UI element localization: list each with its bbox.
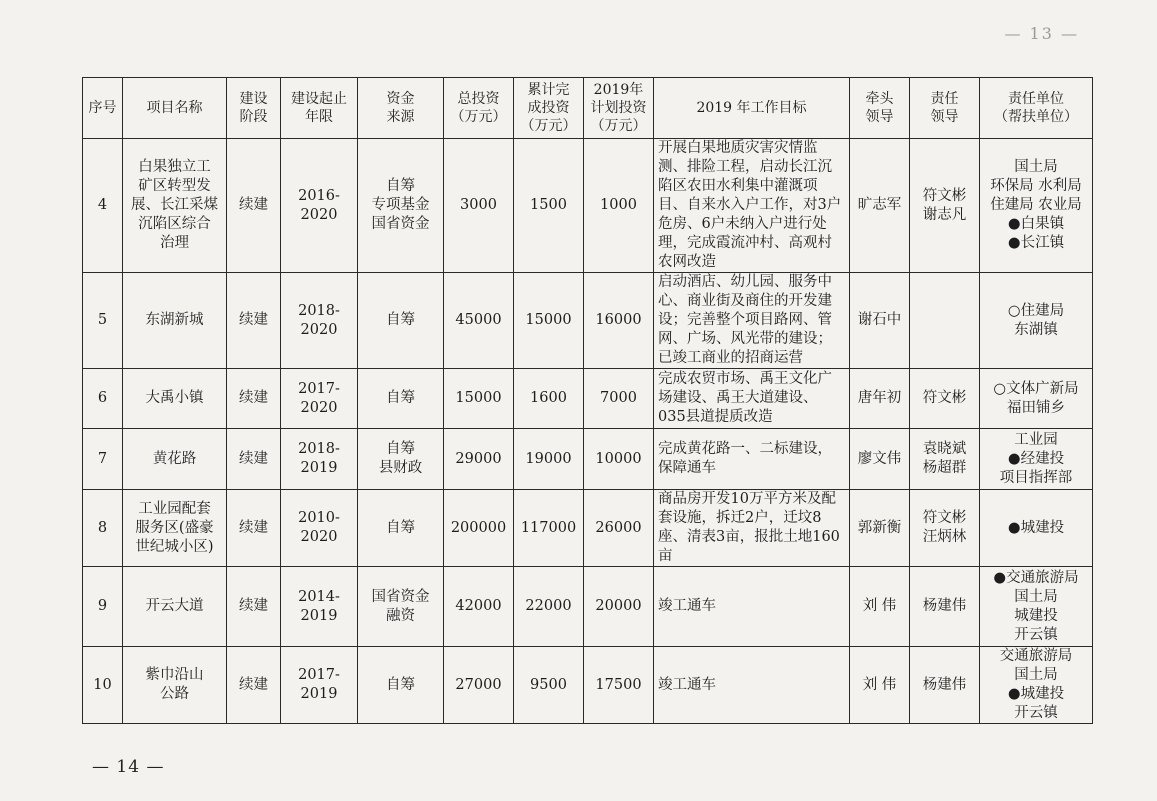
header-plan-2019: 2019年 计划投资 （万元） bbox=[584, 78, 654, 139]
table-row bbox=[83, 490, 1093, 567]
cell-total-investment: 45000 bbox=[444, 273, 514, 369]
table-header-row bbox=[83, 78, 1093, 139]
header-stage: 建设 阶段 bbox=[227, 78, 281, 139]
cell-lead: 郭新衡 bbox=[850, 490, 910, 567]
cell-responsible-unit: 交通旅游局 国土局 ●城建投 开云镇 bbox=[980, 647, 1093, 724]
cell-period: 2016-2020 bbox=[281, 139, 358, 273]
cell-cumulative-investment: 117000 bbox=[514, 490, 584, 567]
cell-responsible-unit: ○文体广新局 福田铺乡 bbox=[980, 369, 1093, 429]
cell-lead: 唐年初 bbox=[850, 369, 910, 429]
cell-period: 2017-2019 bbox=[281, 647, 358, 724]
cell-responsible-leader bbox=[910, 273, 980, 369]
cell-work-goal: 完成黄花路一、二标建设，保障通车 bbox=[654, 429, 850, 490]
header-period: 建设起止 年限 bbox=[281, 78, 358, 139]
cell-lead: 刘 伟 bbox=[850, 567, 910, 647]
table-row bbox=[83, 369, 1093, 429]
cell-responsible-leader: 符文彬 bbox=[910, 369, 980, 429]
cell-stage: 续建 bbox=[227, 273, 281, 369]
header-total-investment: 总投资 （万元） bbox=[444, 78, 514, 139]
cell-responsible-leader: 符文彬 汪炳林 bbox=[910, 490, 980, 567]
cell-work-goal: 开展白果地质灾害灾情监测、排险工程，启动长江沉陷区农田水利集中灌溉项目、自来水入户工作，对3户危房、6户未纳入户进行处理，完成霞流冲村、高观村农网改造 bbox=[654, 139, 850, 273]
table-row bbox=[83, 139, 1093, 273]
cell-fund-source: 自筹 县财政 bbox=[358, 429, 444, 490]
cell-lead: 谢石中 bbox=[850, 273, 910, 369]
cell-no: 9 bbox=[83, 567, 123, 647]
table-row bbox=[83, 567, 1093, 647]
cell-period: 2014-2019 bbox=[281, 567, 358, 647]
cell-responsible-leader: 袁晓斌 杨超群 bbox=[910, 429, 980, 490]
header-responsible-unit: 责任单位 （帮扶单位） bbox=[980, 78, 1093, 139]
cell-project-name: 白果独立工 矿区转型发 展、长江采煤 沉陷区综合 治理 bbox=[123, 139, 227, 273]
cell-stage: 续建 bbox=[227, 567, 281, 647]
cell-cumulative-investment: 9500 bbox=[514, 647, 584, 724]
cell-fund-source: 自筹 bbox=[358, 490, 444, 567]
cell-no: 7 bbox=[83, 429, 123, 490]
cell-plan-2019: 10000 bbox=[584, 429, 654, 490]
cell-period: 2017-2020 bbox=[281, 369, 358, 429]
cell-fund-source: 自筹 bbox=[358, 273, 444, 369]
cell-project-name: 黄花路 bbox=[123, 429, 227, 490]
cell-cumulative-investment: 1500 bbox=[514, 139, 584, 273]
cell-total-investment: 42000 bbox=[444, 567, 514, 647]
cell-period: 2010-2020 bbox=[281, 490, 358, 567]
cell-no: 8 bbox=[83, 490, 123, 567]
cell-work-goal: 启动酒店、幼儿园、服务中心、商业街及商住的开发建设；完善整个项目路网、管网、广场、风光带的建设；已竣工商业的招商运营 bbox=[654, 273, 850, 369]
cell-responsible-unit: ●城建投 bbox=[980, 490, 1093, 567]
project-table bbox=[82, 77, 1093, 724]
cell-lead: 旷志军 bbox=[850, 139, 910, 273]
cell-stage: 续建 bbox=[227, 369, 281, 429]
cell-plan-2019: 1000 bbox=[584, 139, 654, 273]
page-number-bottom: — 14 — bbox=[92, 757, 165, 777]
cell-no: 10 bbox=[83, 647, 123, 724]
cell-no: 6 bbox=[83, 369, 123, 429]
cell-responsible-unit: ●交通旅游局 国土局 城建投 开云镇 bbox=[980, 567, 1093, 647]
cell-responsible-unit: ○住建局 东湖镇 bbox=[980, 273, 1093, 369]
cell-cumulative-investment: 1600 bbox=[514, 369, 584, 429]
header-work-goal: 2019 年工作目标 bbox=[654, 78, 850, 139]
header-cumulative-investment: 累计完 成投资 （万元） bbox=[514, 78, 584, 139]
cell-period: 2018-2020 bbox=[281, 273, 358, 369]
cell-cumulative-investment: 19000 bbox=[514, 429, 584, 490]
header-lead: 牵头 领导 bbox=[850, 78, 910, 139]
cell-responsible-leader: 杨建伟 bbox=[910, 567, 980, 647]
cell-no: 4 bbox=[83, 139, 123, 273]
cell-fund-source: 自筹 bbox=[358, 647, 444, 724]
cell-responsible-leader: 符文彬 谢志凡 bbox=[910, 139, 980, 273]
cell-fund-source: 国省资金 融资 bbox=[358, 567, 444, 647]
cell-stage: 续建 bbox=[227, 139, 281, 273]
header-project-name: 项目名称 bbox=[123, 78, 227, 139]
cell-fund-source: 自筹 专项基金 国省资金 bbox=[358, 139, 444, 273]
header-fund-source: 资金 来源 bbox=[358, 78, 444, 139]
page-number-top: — 13 — bbox=[1004, 24, 1079, 43]
cell-lead: 廖文伟 bbox=[850, 429, 910, 490]
cell-plan-2019: 26000 bbox=[584, 490, 654, 567]
cell-stage: 续建 bbox=[227, 490, 281, 567]
cell-plan-2019: 17500 bbox=[584, 647, 654, 724]
cell-responsible-unit: 国土局 环保局 水利局 住建局 农业局 ●白果镇 ●长江镇 bbox=[980, 139, 1093, 273]
cell-stage: 续建 bbox=[227, 647, 281, 724]
table-row bbox=[83, 273, 1093, 369]
cell-work-goal: 商品房开发10万平方米及配套设施，拆迁2户，迁坟8座、清表3亩，报批土地160亩 bbox=[654, 490, 850, 567]
cell-project-name: 东湖新城 bbox=[123, 273, 227, 369]
cell-cumulative-investment: 15000 bbox=[514, 273, 584, 369]
cell-total-investment: 29000 bbox=[444, 429, 514, 490]
cell-total-investment: 3000 bbox=[444, 139, 514, 273]
cell-responsible-unit: 工业园 ●经建投 项目指挥部 bbox=[980, 429, 1093, 490]
cell-responsible-leader: 杨建伟 bbox=[910, 647, 980, 724]
cell-cumulative-investment: 22000 bbox=[514, 567, 584, 647]
cell-project-name: 紫巾沿山 公路 bbox=[123, 647, 227, 724]
cell-project-name: 开云大道 bbox=[123, 567, 227, 647]
cell-total-investment: 200000 bbox=[444, 490, 514, 567]
table-row bbox=[83, 647, 1093, 724]
header-responsible-leader: 责任 领导 bbox=[910, 78, 980, 139]
cell-period: 2018-2019 bbox=[281, 429, 358, 490]
cell-total-investment: 27000 bbox=[444, 647, 514, 724]
cell-plan-2019: 20000 bbox=[584, 567, 654, 647]
table-row bbox=[83, 429, 1093, 490]
cell-plan-2019: 7000 bbox=[584, 369, 654, 429]
cell-work-goal: 完成农贸市场、禹王文化广场建设、禹王大道建设、035县道提质改造 bbox=[654, 369, 850, 429]
cell-lead: 刘 伟 bbox=[850, 647, 910, 724]
cell-work-goal: 竣工通车 bbox=[654, 647, 850, 724]
cell-work-goal: 竣工通车 bbox=[654, 567, 850, 647]
cell-project-name: 工业园配套 服务区(盛豪 世纪城小区) bbox=[123, 490, 227, 567]
cell-project-name: 大禹小镇 bbox=[123, 369, 227, 429]
cell-fund-source: 自筹 bbox=[358, 369, 444, 429]
cell-plan-2019: 16000 bbox=[584, 273, 654, 369]
cell-stage: 续建 bbox=[227, 429, 281, 490]
cell-total-investment: 15000 bbox=[444, 369, 514, 429]
cell-no: 5 bbox=[83, 273, 123, 369]
header-no: 序号 bbox=[83, 78, 123, 139]
